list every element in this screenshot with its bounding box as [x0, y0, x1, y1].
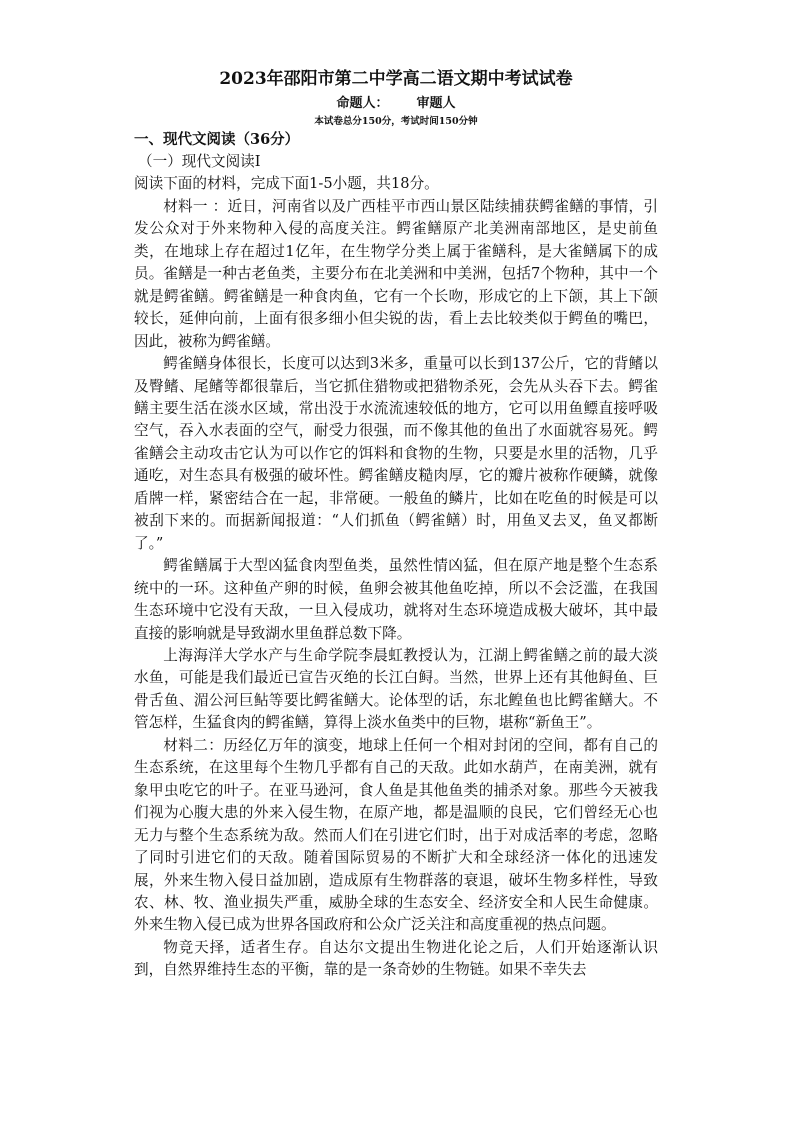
reading-instruction: 阅读下面的材料，完成下面1-5小题，共18分。 — [134, 175, 439, 193]
author-line — [134, 94, 658, 114]
paragraph-material-two: 材料二：历经亿万年的演变，地球上任何一个相对封闭的空间，都有自己的生态系统，在这里每个生物几乎都有自己的天敌。此如水葫芦，在南美洲，就有象甲虫吃它的叶子。在亚马逊河，食人鱼是其他鱼类的捕杀对象。那些今天被我们视为心腹大患的外来入侵生物，在原产地，都是温顺的良民，它们曾经无心也无力与整个生态系统为敌。然而人们在引进它们时，出于对成活率的考虑，忽略了同时引进它们的天敌。随着国际贸易的不断扩大和全球经济一体化的迅速发展，外来生物入侵日益加剧，造成原有生物群落的衰退，破坏生物多样性，导致农、林、牧、渔业损失严重，威胁全球的生态安全、经济安全和人民生命健康。外来生物入侵已成为世界各国政府和公众广泛关注和高度重视的热点问题。 — [134, 736, 658, 934]
paragraph-natural-selection: 物竞天择，适者生存。自达尔文提出生物进化论之后，人们开始逐渐认识到，自然界维持生态的平衡，靠的是一条奇妙的生物链。如果不幸失去 — [134, 938, 658, 979]
exam-title: 2023年邵阳市第二中学高二语文期中考试试卷 — [219, 69, 573, 89]
paragraph-professor-view: 上海海洋大学水产与生命学院李晨虹教授认为，江湖上鳄雀鳝之前的最大淡水鱼，可能是我们最近已宣告灭绝的长江白鲟。当然，世界上还有其他鲟鱼、巨骨舌鱼、湄公河巨鲇等要比鳄雀鳝大。论体型的话，东北鳇鱼也比鳄雀鳝大。不管怎样，生猛食肉的鳄雀鳝，算得上淡水鱼类中的巨物，堪称“新鱼王”。 — [134, 646, 658, 732]
paragraph-material-one: 材料一 ：近日，河南省以及广西桂平市西山景区陆续捕获鳄雀鳝的事情，引发公众对于外来物种入侵的高度关注。鳄雀鳝原产北美洲南部地区，是史前鱼类，在地球上存在超过1亿年，在生物学分类上属于雀鳝科，是大雀鳝属下的成员。雀鳝是一种古老鱼类，主要分布在北美洲和中美洲，包括7个物种，其中一个就是鳄雀鳝。鳄雀鳝是一种食肉鱼，它有一个长吻，形成它的上下颌，其上下颌较长，延伸向前，上面有很多细小但尖锐的齿，看上去比较类似于鳄鱼的嘴巴，因此，被称为鳄雀鳝。 — [134, 197, 658, 350]
exam-note: 本试卷总分150分，考试时间150分钟 — [314, 116, 478, 127]
subsection-heading: （一）现代文阅读Ⅰ — [138, 153, 261, 170]
section-heading: 一、现代文阅读（36分） — [134, 131, 300, 148]
exam-page — [134, 68, 658, 982]
paragraph-ecosystem: 鳄雀鳝属于大型凶猛食肉型鱼类，虽然性情凶猛，但在原产地是整个生态系统中的一环。这种鱼产卵的时候，鱼卵会被其他鱼吃掉，所以不会泛滥，在我国生态环境中它没有天敌，一旦入侵成功，就将对生态环境造成极大破坏，其中最直接的影响就是导致湖水里鱼群总数下降。 — [134, 557, 658, 642]
paragraph-body-description: 鳄雀鳝身体很长，长度可以达到3米多，重量可以长到137公斤，它的背鳍以及臀鳍、尾鳍等都很靠后，当它抓住猎物或把猎物杀死，会先从头吞下去。鳄雀鳝主要生活在淡水区域，常出没于水流流速较低的地方，它可以用鱼鳔直接呼吸空气，吞入水表面的空气，耐受力很强，而不像其他的鱼出了水面就容易死。鳄雀鳝会主动攻击它认为可以作它的饵料和食物的生物，只要是水里的活物，几乎通吃，对生态具有极强的破坏性。鳄雀鳝皮糙肉厚，它的瓣片被称作硬鳞，就像盾牌一样，紧密结合在一起，非常硬。一般鱼的鳞片，比如在吃鱼的时候是可以被刮下来的。而据新闻报道：“人们抓鱼（鳄雀鳝）时，用鱼叉去叉，鱼叉都断了。” — [134, 355, 658, 552]
reviewer-label: 审题人 — [416, 96, 456, 111]
setter-label: 命题人： — [336, 96, 389, 111]
